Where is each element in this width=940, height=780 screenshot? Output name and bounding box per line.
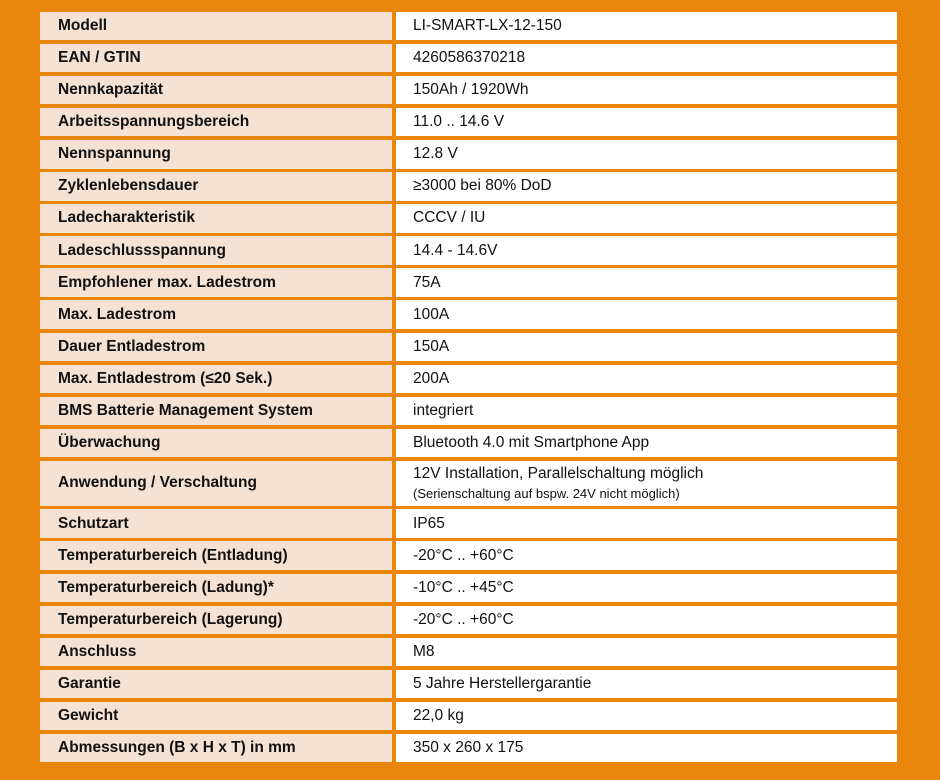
table-row: [37, 333, 900, 361]
table-row: [37, 429, 900, 457]
spec-label: Schutzart: [40, 509, 392, 537]
table-row: [37, 397, 900, 425]
table-row: [37, 44, 900, 72]
spec-value-cell: [396, 429, 897, 457]
spec-value: ≥3000 bei 80% DoD: [413, 177, 552, 195]
spec-value-cell: [396, 140, 897, 168]
spec-value-cell: [396, 509, 897, 537]
spec-value-cell: [396, 397, 897, 425]
table-row: [37, 670, 900, 698]
table-row: [37, 734, 900, 762]
spec-label: Dauer Entladestrom: [40, 333, 392, 361]
table-row: [37, 606, 900, 634]
spec-value: 5 Jahre Herstellergarantie: [413, 674, 592, 692]
spec-value: 22,0 kg: [413, 706, 464, 724]
spec-value-cell: [396, 268, 897, 296]
spec-table: [37, 9, 900, 765]
spec-value: 75A: [413, 273, 441, 291]
spec-label: Temperaturbereich (Lagerung): [40, 606, 392, 634]
table-row: [37, 268, 900, 296]
spec-value: 150A: [413, 337, 450, 355]
spec-label: EAN / GTIN: [40, 44, 392, 72]
table-row: [37, 509, 900, 537]
table-row: [37, 541, 900, 569]
spec-label: Anwendung / Verschaltung: [40, 461, 392, 506]
spec-value-cell: [396, 76, 897, 104]
spec-label: Temperaturbereich (Entladung): [40, 541, 392, 569]
spec-label: Arbeitsspannungsbereich: [40, 108, 392, 136]
spec-value-cell: [396, 365, 897, 393]
table-row: [37, 300, 900, 328]
table-row: [37, 461, 900, 506]
spec-label: Garantie: [40, 670, 392, 698]
table-row: [37, 204, 900, 232]
table-row: [37, 702, 900, 730]
spec-value-cell: [396, 108, 897, 136]
spec-value: 200A: [413, 369, 450, 387]
spec-label: Max. Entladestrom (≤20 Sek.): [40, 365, 392, 393]
spec-value: 150Ah / 1920Wh: [413, 81, 529, 99]
spec-value-note: (Serienschaltung auf bspw. 24V nicht möglich): [413, 486, 680, 502]
spec-value: 11.0 .. 14.6 V: [413, 113, 505, 131]
table-row: [37, 76, 900, 104]
table-row: [37, 172, 900, 200]
spec-label: Zyklenlebensdauer: [40, 172, 392, 200]
table-row: [37, 574, 900, 602]
spec-label: Max. Ladestrom: [40, 300, 392, 328]
spec-value: IP65: [413, 514, 445, 532]
spec-value-cell: [396, 606, 897, 634]
table-row: [37, 140, 900, 168]
spec-label: Nennspannung: [40, 140, 392, 168]
spec-value: M8: [413, 642, 435, 660]
spec-value-cell: [396, 541, 897, 569]
spec-label: Anschluss: [40, 638, 392, 666]
spec-value-cell: [396, 574, 897, 602]
spec-value-cell: [396, 300, 897, 328]
spec-value-cell: [396, 461, 897, 506]
spec-label: Gewicht: [40, 702, 392, 730]
spec-value-cell: [396, 670, 897, 698]
spec-label: Ladeschlussspannung: [40, 236, 392, 264]
spec-value: Bluetooth 4.0 mit Smartphone App: [413, 433, 650, 451]
spec-label: Empfohlener max. Ladestrom: [40, 268, 392, 296]
spec-value-cell: [396, 12, 897, 40]
spec-value-cell: [396, 333, 897, 361]
table-row: [37, 365, 900, 393]
spec-value: LI-SMART-LX-12-150: [413, 17, 562, 35]
spec-label: BMS Batterie Management System: [40, 397, 392, 425]
spec-value-cell: [396, 638, 897, 666]
spec-value-cell: [396, 172, 897, 200]
table-row: [37, 12, 900, 40]
table-row: [37, 108, 900, 136]
spec-value: 12.8 V: [413, 145, 458, 163]
spec-value: integriert: [413, 401, 474, 419]
spec-value: 4260586370218: [413, 49, 526, 67]
spec-value-cell: [396, 44, 897, 72]
spec-value: CCCV / IU: [413, 209, 486, 227]
spec-label: Ladecharakteristik: [40, 204, 392, 232]
spec-label: Modell: [40, 12, 392, 40]
spec-value: 12V Installation, Parallelschaltung möglich: [413, 465, 704, 483]
spec-label: Abmessungen (B x H x T) in mm: [40, 734, 392, 762]
spec-value-cell: [396, 236, 897, 264]
spec-label: Überwachung: [40, 429, 392, 457]
spec-label: Nennkapazität: [40, 76, 392, 104]
spec-label: Temperaturbereich (Ladung)*: [40, 574, 392, 602]
spec-value-cell: [396, 702, 897, 730]
table-row: [37, 236, 900, 264]
table-row: [37, 638, 900, 666]
spec-value: -20°C .. +60°C: [413, 610, 514, 628]
spec-value-cell: [396, 204, 897, 232]
spec-value: -20°C .. +60°C: [413, 546, 514, 564]
spec-value-cell: [396, 734, 897, 762]
spec-value: 100A: [413, 305, 450, 323]
spec-value: -10°C .. +45°C: [413, 578, 514, 596]
spec-value: 350 x 260 x 175: [413, 738, 524, 756]
spec-value: 14.4 - 14.6V: [413, 241, 498, 259]
